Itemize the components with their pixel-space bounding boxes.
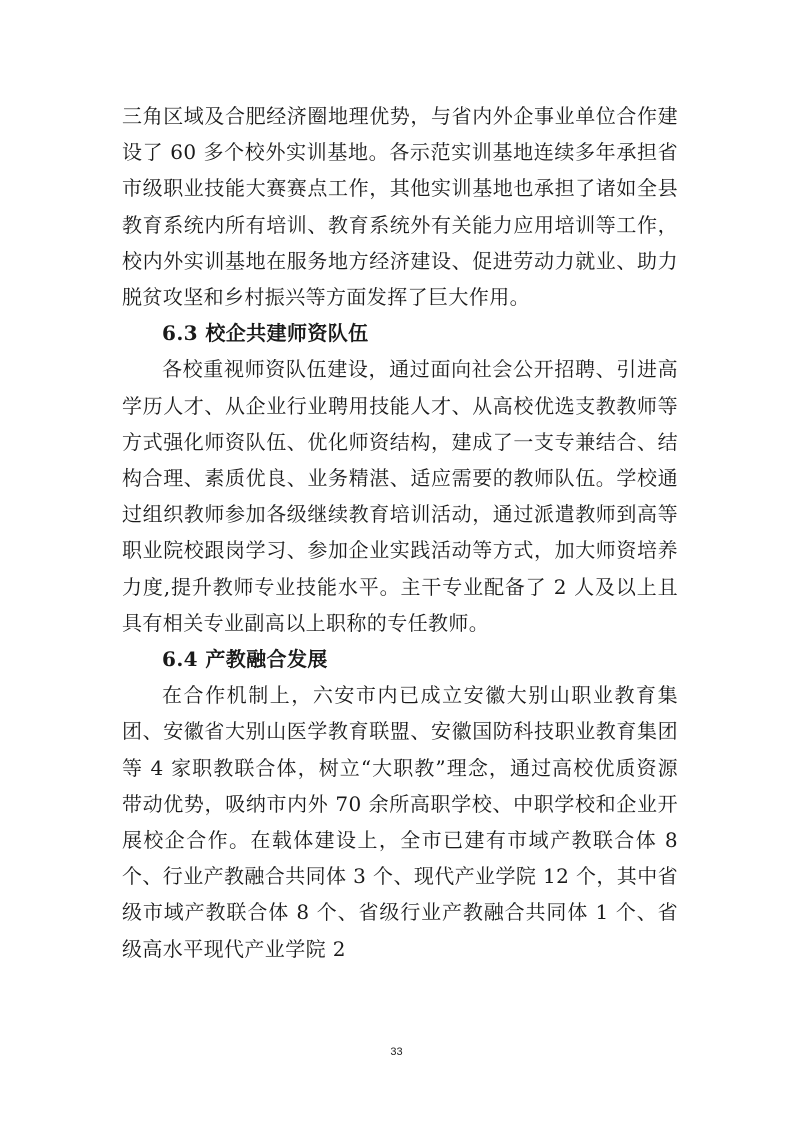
continued-paragraph: 三角区域及合肥经济圈地理优势，与省内外企事业单位合作建设了 60 多个校外实训基地。各示范实训基地连续多年承担省市级职业技能大赛赛点工作，其他实训基地也承担了诸如全县教育系统内所有培训、教育系统外有关能力应用培训等工作，校内外实训基地在服务地方经济建设、促进劳动力就业、助力脱贫攻坚和乡村振兴等方面发挥了巨大作用。	[122, 104, 678, 310]
page-number: 33	[390, 1046, 403, 1058]
section-heading-6-4: 6.4 产教融合发展	[162, 647, 328, 672]
document-page	[122, 98, 678, 967]
section-body-6-3: 各校重视师资队伍建设，通过面向社会公开招聘、引进高学历人才、从企业行业聘用技能人才、从高校优选支教教师等方式强化师资队伍、优化师资结构，建成了一支专兼结合、结构合理、素质优良、业务精湛、适应需要的教师队伍。学校通过组织教师参加各级继续教育培训活动，通过派遣教师到高等职业院校跟岗学习、参加企业实践活动等方式，加大师资培养力度,提升教师专业技能水平。主干专业配备了 2 人及以上且具有相关专业副高以上职称的专任教师。	[122, 357, 678, 635]
section-body-6-4: 在合作机制上，六安市内已成立安徽大别山职业教育集团、安徽省大别山医学教育联盟、安徽国防科技职业教育集团等 4 家职教联合体，树立“大职教”理念，通过高校优质资源带动优势，吸纳市内外 70 余所高职学校、中职学校和企业开展校企合作。在载体建设上，全市已建有市域产教联合体 8 个、行业产教融合共同体 3 个、现代产业学院 12 个，其中省级市域产教联合体 8 个、省级行业产教融合共同体 1 个、省级高水平现代产业学院 2	[122, 683, 679, 961]
section-heading-6-3: 6.3 校企共建师资队伍	[162, 321, 369, 346]
